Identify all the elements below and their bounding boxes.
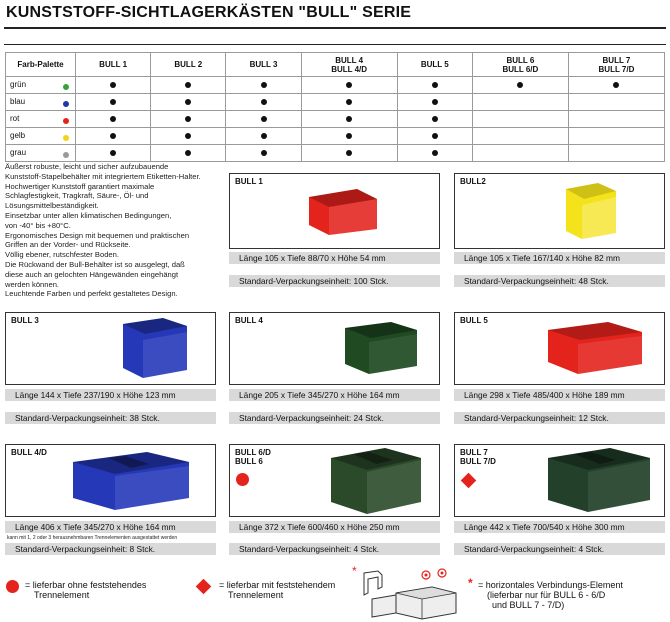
card-name-line2: BULL 7/D [460, 457, 496, 466]
availability-cell [76, 145, 151, 162]
availability-cell [568, 111, 664, 128]
legend-star-text [478, 580, 623, 610]
legend-circle-text [25, 580, 146, 600]
color-name: grün [10, 80, 27, 89]
bin-image [113, 316, 193, 380]
description-line: von -40° bis +80°C. [5, 220, 71, 230]
card-dims: Länge 372 x Tiefe 600/460 x Höhe 250 mm [229, 521, 440, 533]
color-name-cell [6, 128, 76, 145]
color-row-3 [6, 128, 665, 145]
availability-cell [76, 111, 151, 128]
description-line: Äußerst robuste, leicht und sicher aufzubauende [5, 162, 169, 171]
available-dot-icon [432, 82, 438, 88]
color-row-1 [6, 94, 665, 111]
description-line: Kunststoff-Stapelbehälter mit integriertem Etiketten-Halter. [5, 171, 201, 181]
availability-cell [301, 111, 397, 128]
color-row-2 [6, 111, 665, 128]
available-dot-icon [110, 133, 116, 139]
color-table-header [6, 53, 665, 77]
available-dot-icon [110, 99, 116, 105]
legend-star-line2: (lieferbar nur für BULL 6 - 6/D [487, 590, 606, 600]
bin-image [65, 448, 195, 514]
color-swatch-icon [63, 152, 69, 158]
availability-cell [397, 111, 472, 128]
col-bull3: BULL 3 [226, 53, 301, 77]
card-dims: Länge 298 x Tiefe 485/400 x Höhe 189 mm [454, 389, 665, 401]
col-bull5: BULL 5 [397, 53, 472, 77]
col-bull7: BULL 7 BULL 7/D [568, 53, 664, 77]
card-name-line1: BULL 7 [460, 448, 488, 457]
card-name [235, 448, 271, 466]
available-dot-icon [110, 150, 116, 156]
available-dot-icon [432, 116, 438, 122]
card-name: BULL 3 [11, 316, 39, 325]
legend-diamond-icon [196, 579, 212, 595]
availability-cell [151, 111, 226, 128]
available-dot-icon [346, 82, 352, 88]
available-dot-icon [346, 150, 352, 156]
availability-cell [151, 128, 226, 145]
legend-star-line1: = horizontales Verbindungs-Element [478, 580, 623, 590]
availability-cell [151, 145, 226, 162]
legend-star-icon: * [468, 576, 473, 590]
availability-cell [76, 128, 151, 145]
available-dot-icon [261, 133, 267, 139]
description-line: Einsetzbar unter allen klimatischen Bedingungen, [5, 210, 172, 220]
availability-cell [397, 145, 472, 162]
availability-cell [301, 128, 397, 145]
availability-cell [472, 94, 568, 111]
availability-cell [397, 94, 472, 111]
color-table [5, 52, 665, 162]
card-dims: Länge 442 x Tiefe 700/540 x Höhe 300 mm [454, 521, 665, 533]
card-dims: Länge 105 x Tiefe 88/70 x Höhe 54 mm [229, 252, 440, 264]
description-line: Schlagfestigkeit, Tragkraft, Säure-, Öl- und [5, 191, 149, 201]
title-rule-bottom [4, 44, 666, 45]
available-dot-icon [261, 150, 267, 156]
connector-illustration [352, 563, 464, 620]
col-bull6: BULL 6 BULL 6/D [472, 53, 568, 77]
bin-image [540, 446, 656, 516]
availability-cell [568, 128, 664, 145]
available-dot-icon [432, 99, 438, 105]
color-swatch-icon [63, 118, 69, 124]
available-dot-icon [185, 116, 191, 122]
card-name-line1: BULL 6/D [235, 448, 271, 457]
available-dot-icon [185, 82, 191, 88]
color-swatch-icon [63, 101, 69, 107]
available-dot-icon [185, 150, 191, 156]
availability-cell [397, 77, 472, 94]
color-table-header-label: Farb-Palette [6, 53, 76, 77]
card-name: BULL 4/D [11, 448, 47, 457]
availability-cell [226, 94, 301, 111]
col-bull1: BULL 1 [76, 53, 151, 77]
card-pack: Standard-Verpackungseinheit: 8 Stck. [5, 543, 216, 555]
color-row-0 [6, 77, 665, 94]
card-pack: Standard-Verpackungseinheit: 24 Stck. [229, 412, 440, 424]
availability-cell [151, 77, 226, 94]
legend-star-line3: und BULL 7 - 7/D) [492, 600, 565, 610]
card-note: kann mit 1, 2 oder 3 herausnehmbaren Trennelementen ausgestattet werden [7, 535, 178, 541]
available-dot-icon [346, 99, 352, 105]
available-dot-icon [110, 82, 116, 88]
title-rule-top [4, 27, 666, 29]
col-bull4: BULL 4 BULL 4/D [301, 53, 397, 77]
availability-cell [226, 111, 301, 128]
color-name-cell [6, 145, 76, 162]
color-name: blau [10, 97, 26, 106]
available-dot-icon [261, 82, 267, 88]
description-line: werden können. [5, 279, 60, 289]
no-divider-circle-icon [236, 473, 249, 486]
color-name-cell [6, 111, 76, 128]
availability-cell [301, 145, 397, 162]
availability-cell [472, 77, 568, 94]
availability-cell [568, 77, 664, 94]
card-dims: Länge 205 x Tiefe 345/270 x Höhe 164 mm [229, 389, 440, 401]
availability-cell [76, 77, 151, 94]
color-swatch-icon [63, 135, 69, 141]
card-name-line2: BULL 6 [235, 457, 263, 466]
color-name: grau [10, 148, 27, 157]
availability-cell [151, 94, 226, 111]
card-pack: Standard-Verpackungseinheit: 48 Stck. [454, 275, 665, 287]
description-line: Leuchtende Farben und perfekt gestaltetes Design. [5, 289, 178, 299]
availability-cell [226, 77, 301, 94]
bin-image [335, 318, 423, 378]
product-description [5, 162, 225, 299]
description-line: diese auch an gelochten Hängewänden eingehängt [5, 269, 179, 279]
availability-cell [397, 128, 472, 145]
card-name: BULL 5 [460, 316, 488, 325]
color-name: rot [10, 114, 20, 123]
legend-diamond-line1: = lieferbar mit feststehendem [219, 580, 336, 590]
available-dot-icon [185, 99, 191, 105]
card-pack: Standard-Verpackungseinheit: 4 Stck. [229, 543, 440, 555]
bin-image [538, 318, 648, 378]
bin-image [558, 179, 622, 243]
card-pack: Standard-Verpackungseinheit: 4 Stck. [454, 543, 665, 555]
card-name: BULL 1 [235, 177, 263, 186]
available-dot-icon [346, 116, 352, 122]
card-dims: Länge 105 x Tiefe 167/140 x Höhe 82 mm [454, 252, 665, 264]
legend-circle-line2: Trennelement [34, 590, 90, 600]
available-dot-icon [261, 99, 267, 105]
col-bull2: BULL 2 [151, 53, 226, 77]
description-line: Ergonomisches Design mit bequemen und praktischen [5, 230, 190, 240]
page-title: KUNSTSTOFF-SICHTLAGERKÄSTEN "BULL" SERIE [6, 4, 412, 21]
description-line: Hochwertiger Kunststoff garantiert maximale [5, 181, 155, 191]
available-dot-icon [613, 82, 619, 88]
legend-circle-line1: = lieferbar ohne feststehendes [25, 580, 147, 590]
available-dot-icon [346, 133, 352, 139]
legend-diamond-text [219, 580, 335, 600]
description-line: Griffen an der Vorder- und Rückseite. [5, 240, 131, 250]
availability-cell [76, 94, 151, 111]
availability-cell [472, 111, 568, 128]
available-dot-icon [432, 150, 438, 156]
card-name: BULL2 [460, 177, 486, 186]
card-dims: Länge 144 x Tiefe 237/190 x Höhe 123 mm [5, 389, 216, 401]
color-name-cell [6, 77, 76, 94]
description-line: Völlig ebener, rutschfester Boden. [5, 250, 119, 260]
card-pack: Standard-Verpackungseinheit: 38 Stck. [5, 412, 216, 424]
bin-image [323, 446, 427, 516]
card-pack: Standard-Verpackungseinheit: 12 Stck. [454, 412, 665, 424]
available-dot-icon [110, 116, 116, 122]
available-dot-icon [185, 133, 191, 139]
color-row-4 [6, 145, 665, 162]
legend-circle-icon [6, 580, 19, 593]
legend-diamond-line2: Trennelement [228, 590, 284, 600]
available-dot-icon [517, 82, 523, 88]
card-name: BULL 4 [235, 316, 263, 325]
card-pack: Standard-Verpackungseinheit: 100 Stck. [229, 275, 440, 287]
bin-image [303, 179, 381, 237]
color-name: gelb [10, 131, 26, 140]
availability-cell [301, 94, 397, 111]
availability-cell [226, 128, 301, 145]
color-swatch-icon [63, 84, 69, 90]
description-line: Die Rückwand der Bull-Behälter ist so ausgelegt, daß [5, 259, 185, 269]
availability-cell [472, 128, 568, 145]
availability-cell [568, 145, 664, 162]
card-dims: Länge 406 x Tiefe 345/270 x Höhe 164 mm [5, 521, 216, 533]
connector-star-icon: * [352, 564, 357, 578]
availability-cell [568, 94, 664, 111]
card-name [460, 448, 496, 466]
availability-cell [472, 145, 568, 162]
availability-cell [301, 77, 397, 94]
available-dot-icon [432, 133, 438, 139]
available-dot-icon [261, 116, 267, 122]
description-line: Lösungsmittelbeständigkeit. [5, 201, 99, 211]
availability-cell [226, 145, 301, 162]
color-name-cell [6, 94, 76, 111]
